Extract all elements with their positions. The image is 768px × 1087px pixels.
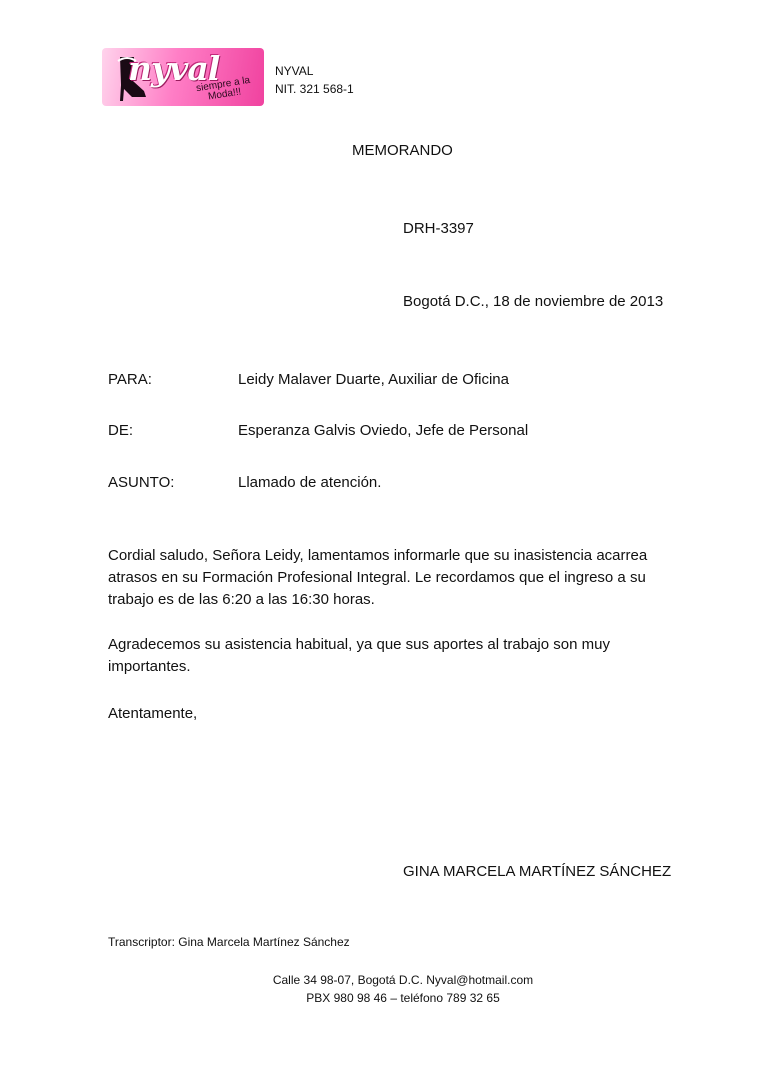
- de-label: DE:: [108, 422, 134, 439]
- asunto-value: Llamado de atención.: [238, 474, 382, 491]
- body-paragraph-1-line-2: atrasos en su Formación Profesional Integral. Le recordamos que el ingreso a su: [108, 569, 646, 586]
- body-paragraph-2: [108, 634, 688, 678]
- logo-wordmark: nyval: [128, 49, 220, 88]
- company-name: NYVAL: [275, 64, 314, 78]
- body-paragraph-1-line-1: Cordial saludo, Señora Leidy, lamentamos informarle que su inasistencia acarrea: [108, 547, 648, 564]
- footer-phone: PBX 980 98 46 – teléfono 789 32 65: [306, 991, 500, 1005]
- transcriptor-line: Transcriptor: Gina Marcela Martínez Sánchez: [108, 935, 350, 949]
- company-nit: NIT. 321 568-1: [275, 82, 354, 96]
- memo-date: Bogotá D.C., 18 de noviembre de 2013: [403, 293, 664, 310]
- body-paragraph-2-line-2: importantes.: [108, 658, 191, 675]
- body-paragraph-1: [108, 545, 688, 611]
- para-label: PARA:: [108, 371, 152, 388]
- logo-tagline: siempre a la Moda!!!: [195, 74, 251, 103]
- de-value: Esperanza Galvis Oviedo, Jefe de Personal: [238, 422, 529, 439]
- closing-text: Atentamente,: [108, 705, 198, 722]
- memo-title: MEMORANDO: [352, 142, 453, 159]
- body-paragraph-2-line-1: Agradecemos su asistencia habitual, ya que sus aportes al trabajo son muy: [108, 636, 610, 653]
- footer-address: Calle 34 98-07, Bogotá D.C. Nyval@hotmail.com: [272, 973, 534, 987]
- para-value: Leidy Malaver Duarte, Auxiliar de Oficina: [238, 371, 509, 388]
- signature-name: GINA MARCELA MARTÍNEZ SÁNCHEZ: [403, 863, 672, 880]
- body-paragraph-1-line-3: trabajo es de las 6:20 a las 16:30 horas.: [108, 591, 375, 608]
- company-logo: [102, 48, 264, 106]
- memo-reference: DRH-3397: [403, 220, 474, 237]
- asunto-label: ASUNTO:: [108, 474, 175, 491]
